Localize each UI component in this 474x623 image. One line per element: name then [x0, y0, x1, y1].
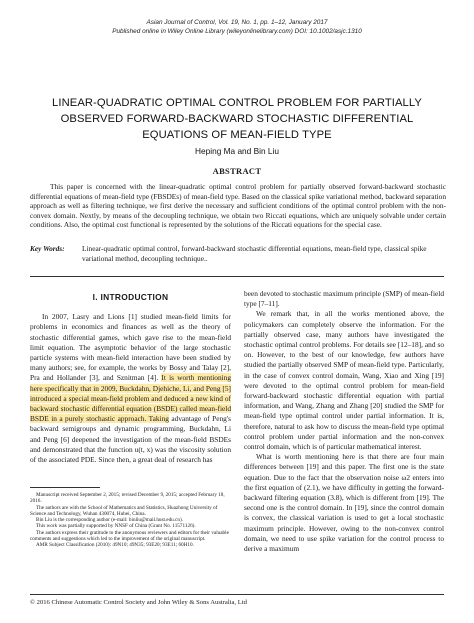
authors: Heping Ma and Bin Liu	[195, 146, 279, 156]
intro-paragraph-continued: been devoted to stochastic maximum principle (SMP) of mean-field type [7–11].	[244, 289, 444, 309]
right-column	[244, 289, 444, 554]
copyright-footer: © 2016 Chinese Automatic Control Society and John Wiley & Sons Australia, Ltd	[30, 599, 247, 606]
journal-doi-line: Published online in Wiley Online Library (wileyonlinelibrary.com) DOI: 10.1002/asjc.1310	[112, 28, 362, 35]
title-line-1: LINEAR-QUADRATIC OPTIMAL CONTROL PROBLEM FOR PARTIALLY	[52, 97, 422, 109]
footnotes	[30, 492, 231, 549]
journal-citation: Asian Journal of Control, Vol. 19, No. 1, pp. 1–12, January 2017	[146, 19, 328, 26]
intro-paragraph-3: What is worth mentioning here is that there are four main differences between [19] and this paper. The first one is the state equation. Due to the fact that the observation noise ω2 enters into the first equation of (2.1), we have difficulty in getting the forward-backward filtering equation (3.8), which is different from [19]. The second one is the control domain. In [19], since the control domain is convex, the classical variation is used to get a local stochastic maximum principle. However, owing to the non-convex control domain, we need to use spike variation for the control process to derive a maximum	[244, 452, 444, 554]
keywords-block	[30, 244, 446, 263]
highlighted-text[interactable]: It is worth mentioning here specifically that in 2009, Buckdahn, Djehiche, Li, and Peng [5] introduced a special mean-field problem and deduced a new kind of backward stochastic differential equation (BSDE) called mean-field BSDE in a purely stochastic approach. Taking	[30, 373, 231, 424]
footnote-divider	[30, 487, 100, 488]
footnote-acknowledgement: The authors express their gratitude to the anonymous reviewers and editors for their valuable comments and suggestions which led to the improvement of the original manuscript.	[30, 529, 229, 543]
footnote-classification: AMR Subject Classification (2010): 49N10; 49N35; 93E20; 93E11; 60H10.	[36, 542, 194, 549]
footnote-corresponding: Bin Liu is the corresponding author (e-mail: binliu@mail.hust.edu.cn).	[36, 517, 183, 524]
left-column	[30, 292, 231, 465]
paper-title	[30, 95, 444, 143]
intro-text-before: In 2007, Lasry and Lions [1] studied mean-field limits for problems in economics and finances as well as the theory of stochastic differential games, which gave rise to the mean-field limit equation. The asymptotic behavior of the large stochastic particle systems with mean-field interaction have been studied by many authors; see, for example, the works by Bossy and Talay [2], Pra and Hollander [3], and Sznitman [4].	[30, 312, 231, 383]
abstract-heading: ABSTRACT	[212, 166, 262, 176]
keywords-text: Linear-quadratic optimal control, forward-backward stochastic differential equations, mean-field type, classical spike variational method, decoupling technique..	[82, 244, 427, 263]
journal-header	[0, 18, 474, 36]
intro-text-after: advantage of Peng's backward semigroups and dynamic programming, Buckdahn, Li and Peng [6] deepened the investigation of the mean-field BSDEs and demonstrated that the function u(t, x) was the viscosity solution of the associated PDE. Since then, a great deal of research has	[30, 414, 231, 465]
abstract-text: This paper is concerned with the linear-quadratic optimal control problem for partially observed forward-backward stochastic differential equations of mean-field type (FBSDEs) of mean-field type. Based on the classical spike variational method, backward separation approach as well as filtering technique, we first derive the necessary and sufficient conditions of the optimal control problem with the non-convex domain. Nextly, by means of the decoupling technique, we obtain two Riccati equations, which are uniquely solvable under certain conditions. Also, the optimal cost functional is represented by the solutions of the Riccati equations for the special case.	[30, 182, 446, 230]
footnote-funding: This work was partially supported by NNSF of China (Grant No. 11571126).	[36, 523, 196, 530]
footnote-received: Manuscript received September 2, 2015; revised December 9, 2015; accepted February 18, 2016.	[30, 492, 225, 505]
intro-heading: I. INTRODUCTION	[92, 292, 169, 302]
footer-divider	[30, 594, 444, 595]
title-line-3: EQUATIONS OF MEAN-FIELD TYPE	[142, 129, 332, 141]
title-line-2: OBSERVED FORWARD-BACKWARD STOCHASTIC DIFFERENTIAL	[60, 113, 414, 125]
intro-paragraph-2: We remark that, in all the works mentioned above, the policymakers can completely observe the information. For the partially observed case, many authors have investigated the stochastic optimal control problems. For details see [12–18], and so on. However, to the best of our knowledge, few authors have studied the partially observed SMP of mean-field type. Particularly, in the case of convex control domain, Wang, Xiao and Xing [19] were devoted to the optimal control problem for mean-field forward-backward stochastic differential equation with partial information, and Wang, Zhang and Zhang [20] studied the SMP for mean-field type optimal control under partial information. It is, therefore, natural to ask how to discuss the mean-field type optimal control problem under partial information and the non-convex control domain, which is of particular mathematical interest.	[244, 309, 444, 452]
footnote-affiliation: The authors are with the School of Mathematics and Statistics, Huazhong University of Science and Technology, Wuhan 430074, Hubei, China.	[30, 504, 218, 517]
section-divider	[30, 276, 444, 277]
keywords-label: Key Words:	[30, 244, 65, 253]
intro-paragraph-1	[30, 312, 231, 465]
